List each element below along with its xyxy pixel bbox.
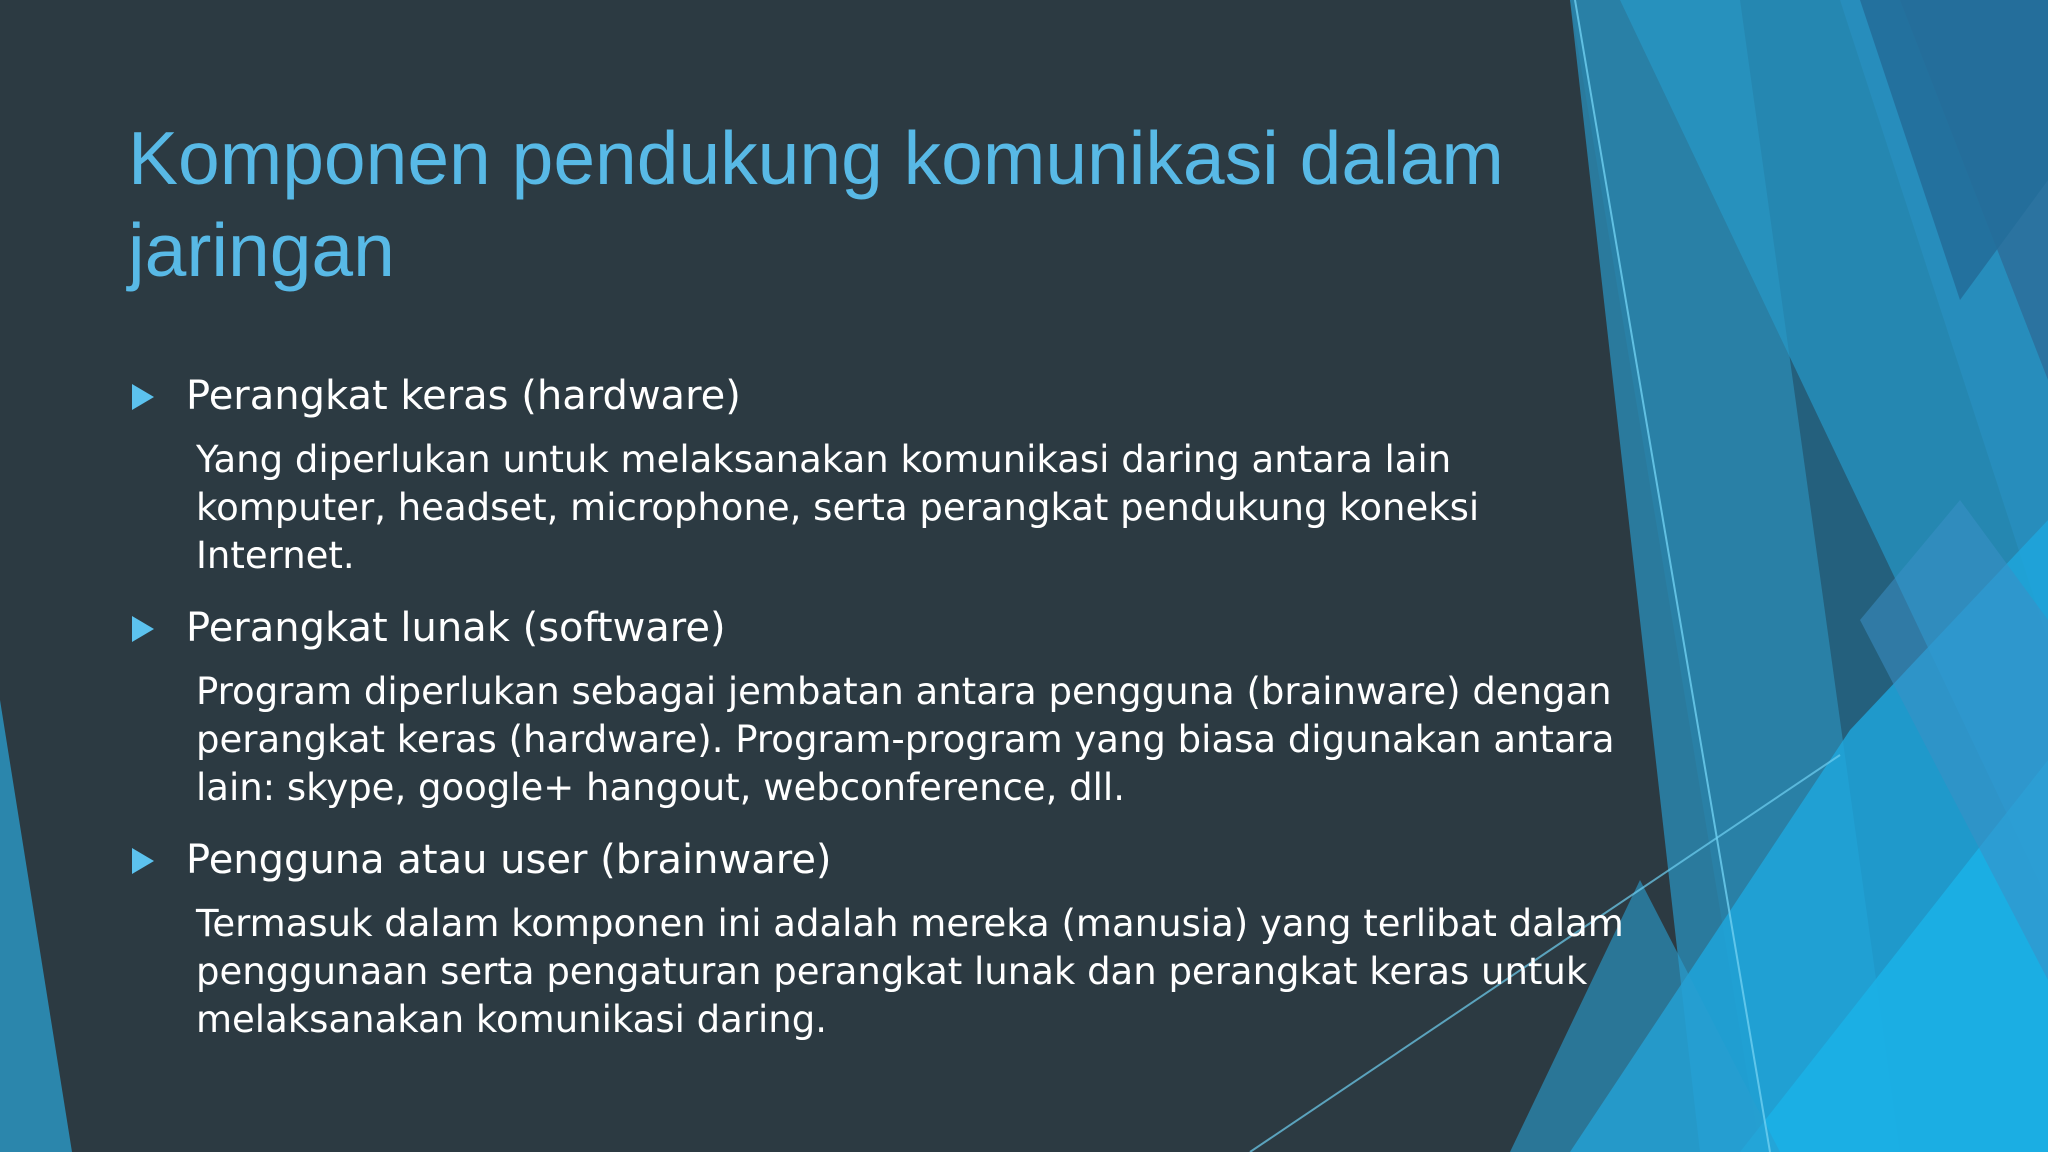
bullet-heading: Perangkat lunak (software) xyxy=(186,605,726,651)
bullet-description: Program diperlukan sebagai jembatan antara pengguna (brainware) dengan perangkat keras (hardware). Program-program yang biasa digunakan antara lain: skype, google+ hangout, webconference, dll. xyxy=(196,670,1615,809)
bullet-description: Termasuk dalam komponen ini adalah mereka (manusia) yang terlibat dalam penggunaan serta pengaturan perangkat lunak dan perangkat keras untuk melaksanakan komunikasi daring. xyxy=(196,902,1624,1041)
triangle-right-icon xyxy=(132,616,154,642)
bullet-description: Yang diperlukan untuk melaksanakan komunikasi daring antara lain komputer, headset, microphone, serta perangkat pendukung koneksi Internet. xyxy=(196,438,1480,577)
bullet-heading: Perangkat keras (hardware) xyxy=(186,373,741,419)
bullet-list xyxy=(130,366,1630,1062)
bullet-item-hardware xyxy=(130,366,1630,426)
bullet-item-software xyxy=(130,598,1630,658)
slide-title: Komponen pendukung komunikasi dalam jaringan xyxy=(128,116,1504,292)
bullet-heading: Pengguna atau user (brainware) xyxy=(186,837,832,883)
triangle-right-icon xyxy=(132,384,154,410)
bullet-item-brainware xyxy=(130,830,1630,890)
triangle-right-icon xyxy=(132,848,154,874)
